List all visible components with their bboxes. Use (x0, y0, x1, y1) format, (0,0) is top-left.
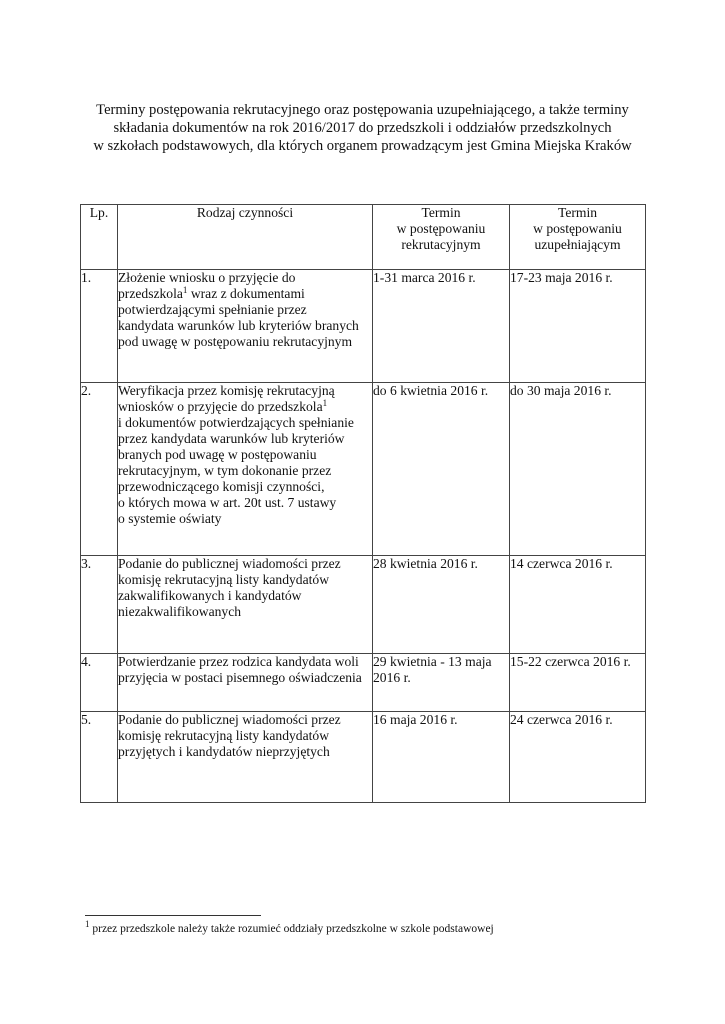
table-row (81, 654, 646, 712)
activity-text: Weryfikacja przez komisję rekrutacyjną (118, 383, 335, 398)
cell-term-supp: 17-23 maja 2016 r. (510, 270, 646, 383)
activity-text: o systemie oświaty (118, 511, 222, 526)
activity-text: Podanie do publicznej wiadomości przez (118, 556, 341, 571)
title-line: Terminy postępowania rekrutacyjnego oraz postępowania uzupełniającego, a także terminy (96, 102, 629, 118)
term-main-line: 1-31 marca 2016 r. (373, 270, 476, 285)
activity-text: wraz z dokumentami (187, 286, 305, 301)
header-term-supp-line: uzupełniającym (534, 237, 621, 252)
activity-text: kandydata warunków lub kryteriów branych (118, 318, 359, 333)
activity-text: Złożenie wniosku o przyjęcie do (118, 270, 296, 285)
footnote-ref: 1 (322, 398, 328, 408)
activity-text: komisję rekrutacyjną listy kandydatów (118, 728, 330, 743)
table-header-row (81, 205, 646, 270)
cell-activity (118, 556, 373, 654)
activity-line (118, 447, 372, 463)
table-row (81, 556, 646, 654)
activity-text: Potwierdzanie przez rodzica kandydata woli (118, 654, 359, 669)
activity-text: potwierdzającymi spełnianie przez (118, 302, 307, 317)
cell-activity (118, 383, 373, 556)
cell-activity (118, 712, 373, 803)
term-main-line: 16 maja 2016 r. (373, 712, 458, 727)
activity-text: przyjęcia w postaci pisemnego oświadczenia (118, 670, 362, 685)
cell-lp: 4. (81, 654, 118, 712)
header-term-main-line: rekrutacyjnym (401, 237, 481, 252)
activity-line (118, 334, 372, 350)
activity-line (118, 588, 372, 604)
cell-lp: 2. (81, 383, 118, 556)
cell-term-main (373, 383, 510, 556)
activity-text: niezakwalifikowanych (118, 604, 242, 619)
header-term-supp-line: Termin (557, 205, 598, 220)
cell-term-main (373, 556, 510, 654)
activity-line (118, 479, 372, 495)
activity-line (118, 728, 372, 744)
activity-text: przyjętych i kandydatów nieprzyjętych (118, 744, 330, 759)
term-main-line: 29 kwietnia - 13 maja (373, 654, 492, 669)
activity-line (118, 670, 372, 686)
activity-line (118, 431, 372, 447)
footnote-marker: 1 (85, 919, 90, 929)
activity-line (118, 270, 372, 286)
footnote-divider (85, 915, 261, 916)
activity-line (118, 318, 372, 334)
header-term-main-line: Termin (421, 205, 461, 220)
activity-line (118, 572, 372, 588)
cell-term-supp: 14 czerwca 2016 r. (510, 556, 646, 654)
cell-term-main (373, 712, 510, 803)
activity-line (118, 495, 372, 511)
term-main-line: 2016 r. (373, 670, 411, 685)
header-term-main (373, 205, 510, 270)
header-activity: Rodzaj czynności (118, 205, 373, 270)
activity-text: rekrutacyjnym, w tym dokonanie przez (118, 463, 332, 478)
activity-line (118, 399, 372, 415)
activity-line (118, 712, 372, 728)
activity-line (118, 286, 372, 302)
term-main-line: do 6 kwietnia 2016 r. (373, 383, 489, 398)
schedule-table (80, 204, 646, 803)
activity-line (118, 383, 372, 399)
activity-line (118, 744, 372, 760)
footnote-ref: 1 (182, 285, 188, 295)
title-line: w szkołach podstawowych, dla których organem prowadzącym jest Gmina Miejska Kraków (93, 138, 632, 154)
cell-term-main (373, 270, 510, 383)
cell-lp: 5. (81, 712, 118, 803)
activity-text: branych pod uwagę w postępowaniu (118, 447, 317, 462)
table-row (81, 270, 646, 383)
activity-text: komisję rekrutacyjną listy kandydatów (118, 572, 330, 587)
activity-text: przewodniczącego komisji czynności, (118, 479, 325, 494)
activity-line (118, 463, 372, 479)
activity-text: przez kandydata warunków lub kryteriów (118, 431, 345, 446)
header-lp: Lp. (81, 205, 118, 270)
activity-text: zakwalifikowanych i kandydatów (118, 588, 302, 603)
cell-term-supp: 24 czerwca 2016 r. (510, 712, 646, 803)
cell-lp: 1. (81, 270, 118, 383)
document-title (40, 101, 685, 155)
cell-activity (118, 270, 373, 383)
cell-term-main (373, 654, 510, 712)
activity-text: pod uwagę w postępowaniu rekrutacyjnym (118, 334, 353, 349)
activity-line (118, 604, 372, 620)
title-line: składania dokumentów na rok 2016/2017 do przedszkoli i oddziałów przedszkolnych (113, 120, 612, 136)
cell-term-supp: 15-22 czerwca 2016 r. (510, 654, 646, 712)
cell-term-supp: do 30 maja 2016 r. (510, 383, 646, 556)
activity-line (118, 556, 372, 572)
activity-text: o których mowa w art. 20t ust. 7 ustawy (118, 495, 337, 510)
footnote (85, 919, 494, 936)
activity-line (118, 415, 372, 431)
cell-activity (118, 654, 373, 712)
activity-text: przedszkola (118, 286, 183, 301)
header-term-supp (510, 205, 646, 270)
cell-lp: 3. (81, 556, 118, 654)
activity-text: Podanie do publicznej wiadomości przez (118, 712, 341, 727)
header-term-main-line: w postępowaniu (396, 221, 486, 236)
footnote-text: przez przedszkole należy także rozumieć oddziały przedszkolne w szkole podstawowej (89, 923, 494, 935)
term-main-line: 28 kwietnia 2016 r. (373, 556, 478, 571)
table-row (81, 383, 646, 556)
activity-line (118, 302, 372, 318)
activity-line (118, 511, 372, 527)
activity-line (118, 654, 372, 670)
table-row (81, 712, 646, 803)
activity-text: wniosków o przyjęcie do przedszkola (118, 399, 323, 414)
activity-text: i dokumentów potwierdzających spełnianie (118, 415, 354, 430)
header-term-supp-line: w postępowaniu (533, 221, 622, 236)
